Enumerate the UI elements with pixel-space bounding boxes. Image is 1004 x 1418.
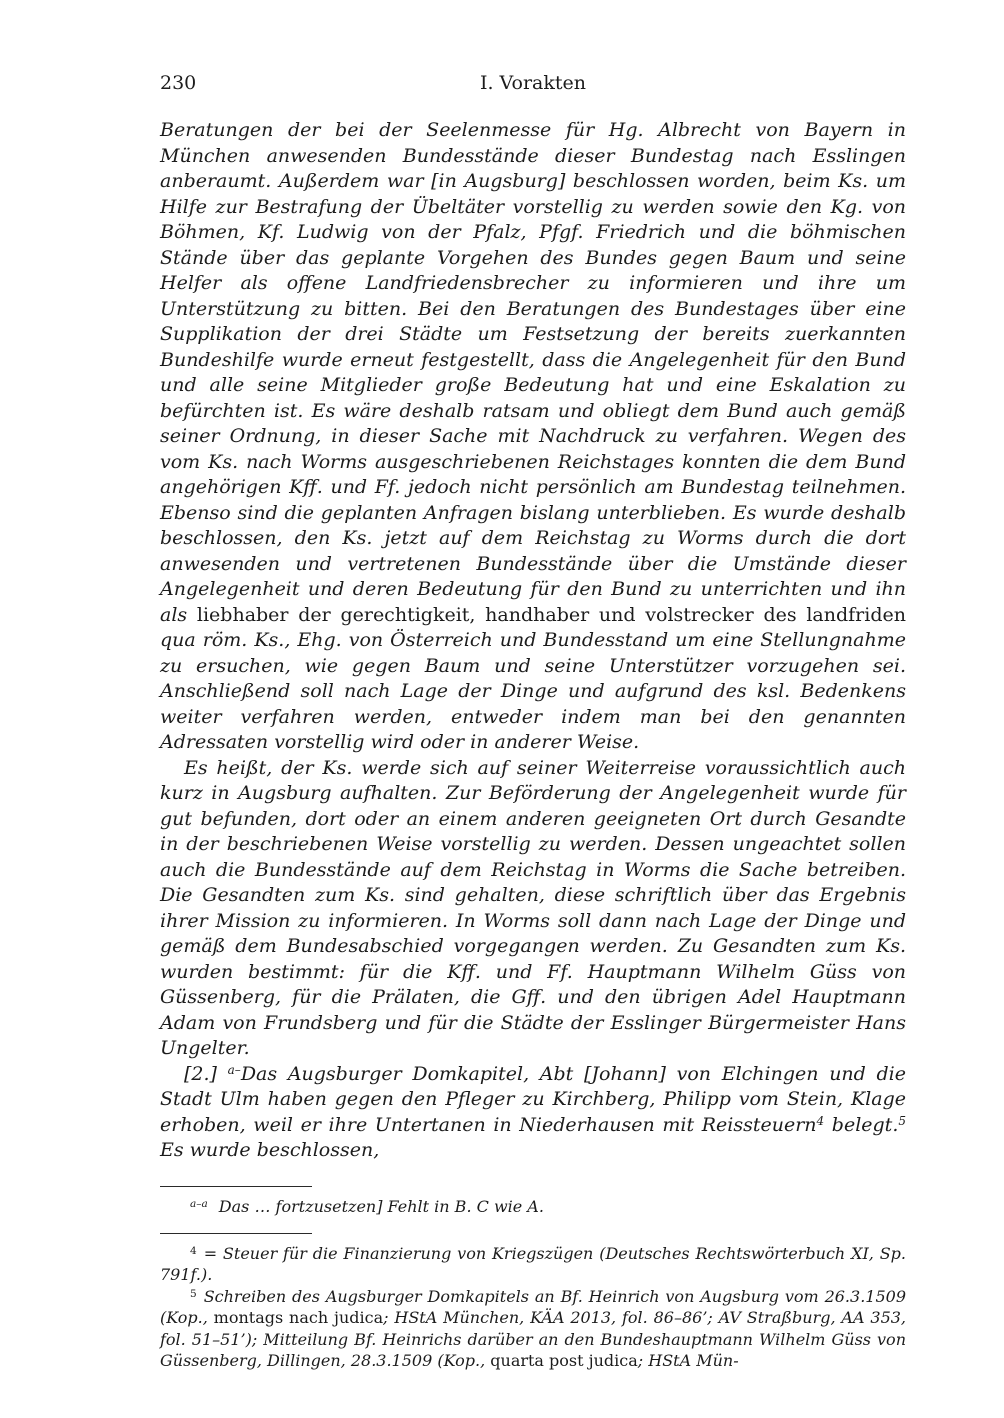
paragraph-proceedings (160, 118, 906, 756)
paragraph-text: belegt. (824, 1113, 899, 1136)
apparatus-marker-ref: a– (227, 1062, 241, 1077)
apparatus-note (160, 1196, 906, 1217)
item-number: [2.] (184, 1062, 228, 1085)
paragraph-text: qua röm. Ks., Ehg. von Österreich und Bundesstand um eine Stellungnahme zu ersuchen, wie gegen Baum und seine Unterstützer vorzugehen sei. Anschließend soll nach Lage der Dinge und aufgrund des ksl. Bedenkens weiter verfahren werden, entweder indem man bei den genannten Adressaten vorstellig wird oder in anderer Weise. (160, 629, 906, 753)
apparatus-marker: a–a (190, 1197, 208, 1210)
paragraph-envoys (160, 756, 906, 1062)
footnote-5 (160, 1286, 906, 1372)
footnote-4 (160, 1243, 906, 1286)
page-number: 230 (160, 72, 197, 94)
footnote-text: Schreiben des Augsburger Domkapitels an Bf. Heinrich von Augsburg vom 26.3.1509 (Kop., (160, 1286, 906, 1327)
apparatus-separator-rule (160, 1186, 312, 1187)
footnote-ref-5: 5 (898, 1113, 907, 1128)
page-header (160, 72, 906, 98)
paragraph-text: Das Augsburger Domkapitel, Abt [Johann] von Elchingen und die Stadt Ulm haben gegen den Pfleger zu Kirchberg, Philipp vom Stein, Klage erhoben, weil er ihre Untertanen in Niederhausen mit Reissteuern (160, 1062, 907, 1136)
footnote-text: ; HStA München, KÄA 2013, fol. 86–86’; AV Straßburg, AA 353, fol. 51–51’); Mitteilung Bf. Heinrichs darüber an den Bundeshauptmann Wilhelm Güss von Güssenberg, Dillingen, 28.3.1509 (Kop., (160, 1308, 907, 1370)
paragraph-item-2 (160, 1062, 906, 1164)
footnote-ref-4: 4 (816, 1113, 825, 1128)
quoted-source-text: liebhaber der gerechtigkeit, handhaber und volstrecker des landfriden (196, 603, 906, 626)
footnote-marker-4: 4 (190, 1244, 197, 1257)
footnote-marker-5: 5 (190, 1287, 197, 1300)
footnote-text: ; HStA Mün- (637, 1351, 739, 1370)
text-column (160, 118, 906, 1372)
paragraph-text: Es wurde beschlossen, (160, 1139, 380, 1161)
apparatus-text: Das … fortzusetzen] Fehlt in B. C wie A. (218, 1196, 544, 1216)
paragraph-text: Beratungen der bei der Seelenmesse für Hg. Albrecht von Bayern in München anwesenden Bundesstände dieser Bundestag nach Esslingen anberaumt. Außerdem war [in Augsburg] beschlossen worden, beim Ks. um Hilfe zur Bestrafung der Übeltäter vorstellig zu werden sowie den Kg. von Böhmen, Kf. Ludwig von der Pfalz, Pfgf. Friedrich und die böhmischen Stände über das geplante Vorgehen des Bundes gegen Baum und seine Helfer als offene Landfriedensbrecher zu informieren und ihre um Unterstützung zu bitten. Bei den Beratungen des Bundestages über eine Supplikation der drei Städte um Festsetzung der bereits zuerkannten Bundeshilfe wurde erneut festgestellt, dass die Angelegenheit für den Bund und alle seine Mitglieder große Bedeutung hat und eine Eskalation zu befürchten ist. Es wäre deshalb ratsam und obliegt dem Bund auch gemäß seiner Ordnung, in dieser Sache mit Nachdruck zu verfahren. Wegen des vom Ks. nach Worms ausgeschriebenen Reichstages konnten die dem Bund angehörigen Kff. und Ff. jedoch nicht persönlich am Bundestag teilnehmen. Ebenso sind die geplanten Anfragen bislang unterblieben. Es wurde deshalb beschlossen, den Ks. jetzt auf dem Reichstag zu Worms durch die dort anwesenden und vertretenen Bundesstände über die Umstände dieser Angelegenheit und deren Bedeutung für den Bund zu unterrichten und ihn als (160, 119, 906, 626)
paragraph-text: Es heißt, der Ks. werde sich auf seiner Weiterreise voraussichtlich auch kurz in Augsburg aufhalten. Zur Beförderung der Angelegenheit wurde für gut befunden, dort oder an einem anderen geeigneten Ort durch Gesandte in der beschriebenen Weise vorstellig zu werden. Dessen ungeachtet sollen auch die Bundesstände auf dem Reichstag in Worms die Sache betreiben. Die Gesandten zum Ks. sind gehalten, diese schriftlich über das Ergebnis ihrer Mission zu informieren. In Worms soll dann nach Lage der Dinge und gemäß dem Bundesabschied vorgegangen werden. Zu Gesandten zum Ks. wurden bestimmt: für die Kff. und Ff. Hauptmann Wilhelm Güss von Güssenberg, für die Prälaten, die Gff. und den übrigen Adel Hauptmann Adam von Frundsberg und für die Städte der Esslinger Bürgermeister Hans Ungelter. (160, 756, 906, 1059)
footnote-date-phrase: quarta post judica (490, 1351, 638, 1370)
footnote-separator-rule (160, 1233, 312, 1234)
footnote-date-phrase: montags nach judica (213, 1308, 384, 1327)
footnote-text: = Steuer für die Finanzierung von Kriegszügen (Deutsches Rechtswörterbuch XI, Sp. 791f.). (160, 1243, 906, 1284)
running-title: I. Vorakten (479, 72, 587, 94)
